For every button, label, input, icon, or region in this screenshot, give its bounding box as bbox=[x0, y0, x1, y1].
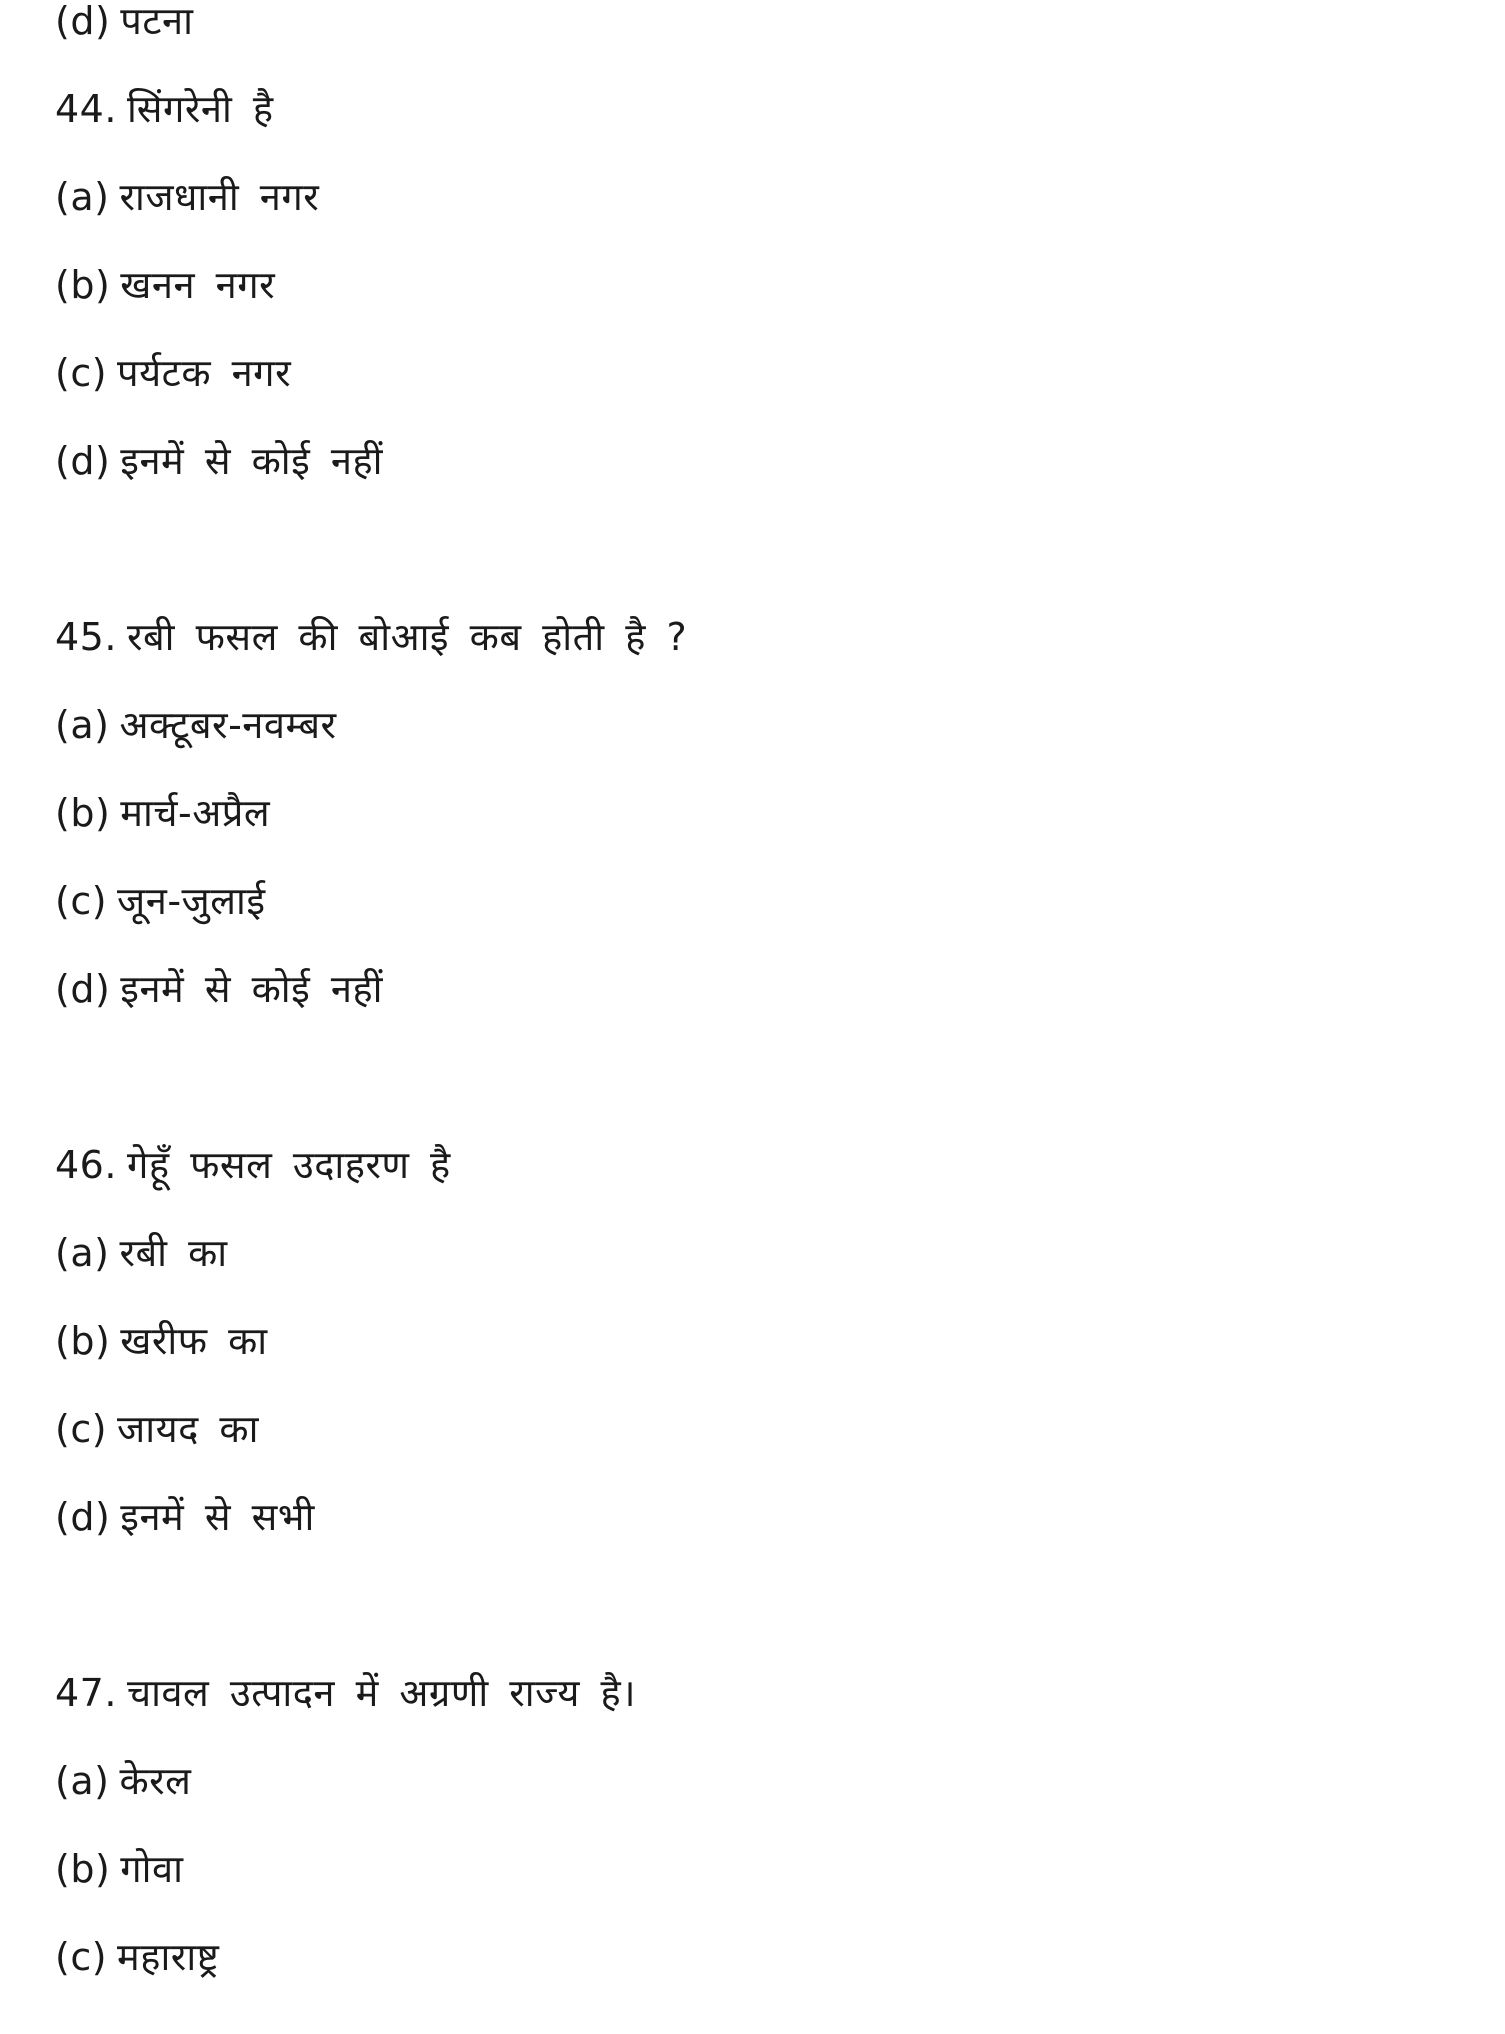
option-label: (a) bbox=[55, 175, 110, 219]
question-44 bbox=[55, 84, 274, 134]
option-text: राजधानी नगर bbox=[119, 175, 320, 219]
option-label: (d) bbox=[55, 439, 111, 483]
option-label: (c) bbox=[55, 879, 108, 923]
question-number: 45. bbox=[55, 615, 117, 659]
option-a-45 bbox=[55, 700, 337, 750]
option-text: जून-जुलाई bbox=[117, 879, 266, 923]
option-label: (d) bbox=[55, 1495, 111, 1539]
option-label: (a) bbox=[55, 1759, 110, 1803]
option-text: पर्यटक नगर bbox=[117, 351, 292, 395]
option-a-44 bbox=[55, 172, 319, 222]
option-text: मार्च-अप्रैल bbox=[120, 791, 271, 835]
option-c-44 bbox=[55, 348, 291, 398]
option-label: (b) bbox=[55, 791, 111, 835]
option-label: (c) bbox=[55, 1407, 108, 1451]
question-text: सिंगरेनी है bbox=[126, 87, 274, 131]
option-text: पटना bbox=[120, 0, 194, 43]
option-text: अक्टूबर-नवम्बर bbox=[119, 703, 337, 747]
option-b-44 bbox=[55, 260, 275, 310]
option-a-47 bbox=[55, 1756, 191, 1806]
option-text: गोवा bbox=[120, 1847, 184, 1891]
option-text: खरीफ का bbox=[120, 1319, 268, 1363]
option-text: इनमें से कोई नहीं bbox=[120, 967, 383, 1011]
option-b-45 bbox=[55, 788, 270, 838]
option-c-45 bbox=[55, 876, 266, 926]
option-label: (b) bbox=[55, 263, 111, 307]
question-text: चावल उत्पादन में अग्रणी राज्य है। bbox=[126, 1671, 637, 1715]
option-text: इनमें से सभी bbox=[120, 1495, 315, 1539]
question-number: 46. bbox=[55, 1143, 117, 1187]
question-text: गेहूँ फसल उदाहरण है bbox=[126, 1143, 451, 1187]
option-label: (d) bbox=[55, 0, 111, 43]
option-a-46 bbox=[55, 1228, 228, 1278]
option-label: (b) bbox=[55, 1319, 111, 1363]
question-number: 47. bbox=[55, 1671, 117, 1715]
option-text: इनमें से कोई नहीं bbox=[120, 439, 383, 483]
option-c-47 bbox=[55, 1932, 219, 1982]
option-text: खनन नगर bbox=[120, 263, 276, 307]
option-text: केरल bbox=[119, 1759, 192, 1803]
question-number: 44. bbox=[55, 87, 117, 131]
option-c-46 bbox=[55, 1404, 259, 1454]
question-text: रबी फसल की बोआई कब होती है ? bbox=[126, 615, 688, 659]
option-label: (c) bbox=[55, 1935, 108, 1979]
option-text: जायद का bbox=[117, 1407, 259, 1451]
option-d-44 bbox=[55, 436, 383, 486]
question-47 bbox=[55, 1668, 636, 1718]
option-label: (b) bbox=[55, 1847, 111, 1891]
option-label: (d) bbox=[55, 967, 111, 1011]
option-d-46 bbox=[55, 1492, 315, 1542]
option-b-47 bbox=[55, 1844, 184, 1894]
question-45 bbox=[55, 612, 687, 662]
option-text: रबी का bbox=[119, 1231, 228, 1275]
option-text: महाराष्ट्र bbox=[117, 1935, 220, 1979]
option-label: (c) bbox=[55, 351, 108, 395]
option-label: (a) bbox=[55, 1231, 110, 1275]
option-b-46 bbox=[55, 1316, 268, 1366]
question-46 bbox=[55, 1140, 451, 1190]
option-d-45 bbox=[55, 964, 383, 1014]
option-d-43 bbox=[55, 0, 193, 46]
option-label: (a) bbox=[55, 703, 110, 747]
